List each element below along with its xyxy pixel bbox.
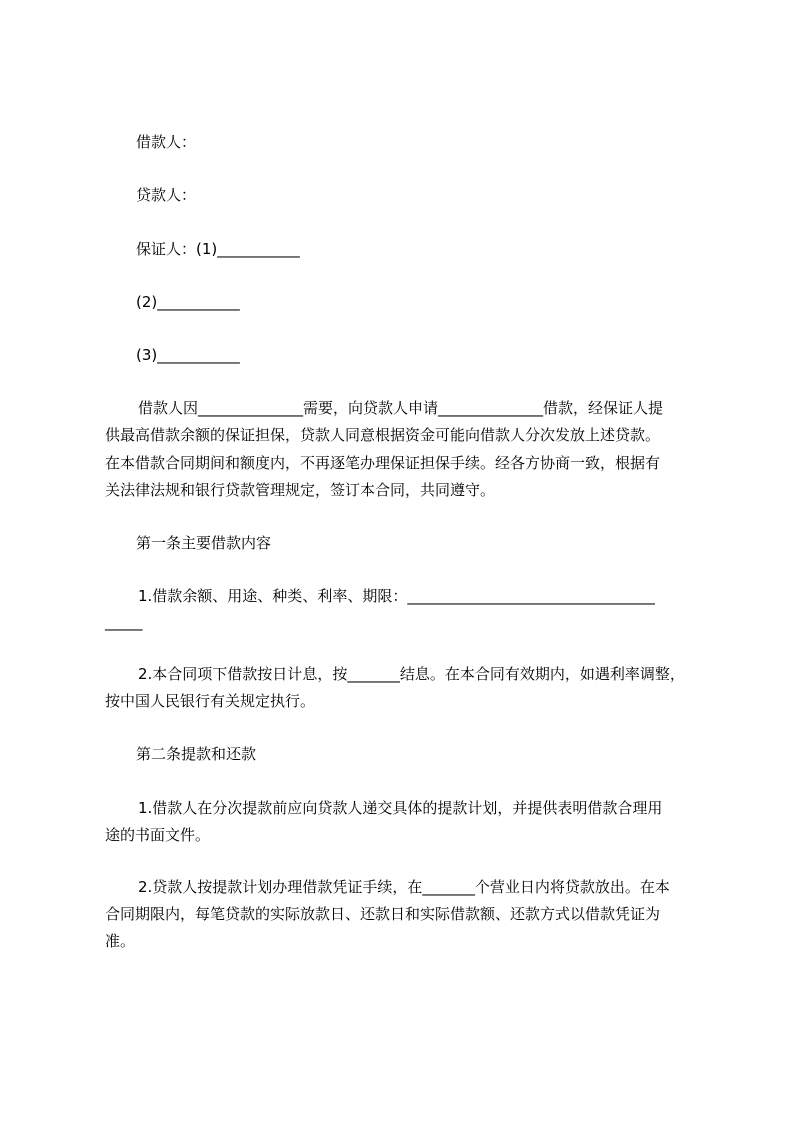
article-2-item-2-line-1: 2.贷款人按提款计划办理借款凭证手续，在_______个营业日内将贷款放出。在本 <box>138 878 670 896</box>
article-2-item-1-line-1: 1.借款人在分次提款前应向贷款人递交具体的提款计划，并提供表明借款合理用 <box>138 799 663 817</box>
article-1-heading: 第一条主要借款内容 <box>136 534 272 552</box>
article-2-item-1-line-2: 途的书面文件。 <box>105 826 211 844</box>
preamble-line-4: 关法律法规和银行贷款管理规定，签订本合同，共同遵守。 <box>105 481 496 499</box>
guarantor-1-line: 保证人：(1)___________ <box>136 240 300 258</box>
article-2-heading: 第二条提款和还款 <box>136 745 257 763</box>
guarantor-2-line: (2)___________ <box>136 293 240 311</box>
article-2-item-2-line-2: 合同期限内，每笔贷款的实际放款日、还款日和实际借款额、还款方式以借款凭证为 <box>105 905 661 923</box>
guarantor-3-line: (3)___________ <box>136 346 240 364</box>
borrower-label: 借款人： <box>136 133 197 151</box>
article-1-item-2-line-1: 2.本合同项下借款按日计息，按_______结息。在本合同有效期内，如遇利率调整， <box>138 665 685 683</box>
preamble-line-2: 供最高借款余额的保证担保，贷款人同意根据资金可能向借款人分次发放上述贷款。 <box>105 426 661 444</box>
article-1-item-2-line-2: 按中国人民银行有关规定执行。 <box>105 692 316 710</box>
article-2-item-2-line-3: 准。 <box>105 932 136 950</box>
lender-label: 贷款人： <box>136 186 197 204</box>
preamble-line-3: 在本借款合同期间和额度内，不再逐笔办理保证担保手续。经各方协商一致，根据有 <box>105 454 661 472</box>
article-1-item-1-line-2: _____ <box>105 613 143 631</box>
article-1-item-1-line-1: 1.借款余额、用途、种类、利率、期限：_________________________________ <box>138 587 655 605</box>
preamble-line-1: 借款人因______________需要，向贷款人申请______________借款，经保证人提 <box>138 399 664 417</box>
